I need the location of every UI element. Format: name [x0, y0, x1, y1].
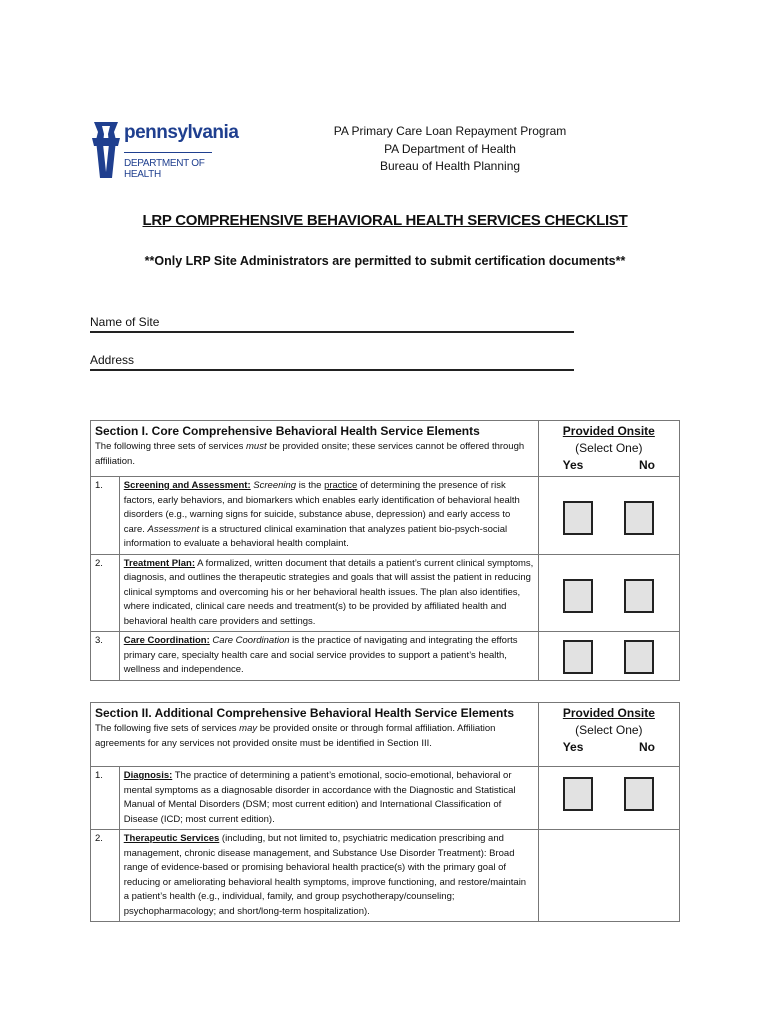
row-number: 1.: [91, 767, 120, 830]
section-2-row-2: [91, 830, 680, 922]
item-description: [119, 632, 538, 681]
item-text: is a structured clinical examination that analyzes patient bio-psych-social information to evaluate a behavioral health complaint.: [123, 523, 508, 549]
section-1-row-3: [91, 632, 680, 681]
program-name: PA Primary Care Loan Repayment Program: [333, 124, 567, 138]
no-label: No: [639, 740, 655, 754]
address-label: Address: [90, 353, 135, 367]
keystone-logo-icon: [90, 120, 122, 180]
checkbox-cell: [538, 632, 679, 681]
checkbox-cell: [538, 477, 679, 555]
item-text: Screening: [253, 480, 297, 491]
item-text: practice: [324, 480, 358, 491]
checkbox-cell: [538, 554, 679, 632]
item-description: [119, 830, 538, 922]
item-heading: Diagnosis:: [123, 770, 173, 781]
section-1-header: [91, 421, 539, 477]
logo-divider: [124, 152, 212, 153]
diagnosis-no-checkbox[interactable]: [624, 777, 654, 811]
care-coordination-no-checkbox[interactable]: [624, 640, 654, 674]
item-description: [119, 767, 538, 830]
item-heading: Treatment Plan:: [123, 557, 196, 569]
item-text: is the: [296, 480, 325, 491]
row-number: 3.: [91, 632, 120, 681]
item-text: Care Coordination: [212, 635, 290, 646]
section-2-header: [91, 703, 539, 767]
screening-yes-checkbox[interactable]: [563, 501, 593, 535]
item-text: is the practice of navigating and integrating the efforts primary care, specialty health care and social service provides to support a patient’s health, wellness and independence.: [123, 635, 518, 675]
item-heading: Care Coordination:: [123, 635, 210, 646]
item-text: The practice of determining a patient’s emotional, socio-emotional, behavioral or mental symptoms as a diagnosable disorder in accordance with the Diagnostic and Statistical Manual of Mental Disorders (DSM; most current edition) and International Classification of Disease (ICD; most current edition).: [123, 770, 516, 825]
select-one-label: (Select One): [575, 441, 643, 455]
section-1-table: [90, 420, 680, 681]
item-description: [119, 477, 538, 555]
checkbox-cell: [538, 830, 679, 922]
logo-wordmark: pennsylvania: [124, 122, 239, 143]
yes-label: Yes: [562, 740, 584, 754]
item-text: A formalized, written document that details a patient’s current clinical symptoms, diagnosis, and outlines the therapeutic strategies and goals that will assist the patient in reducing clinical symptoms and overcoming his or her behavioral health issues. The plan also identifies, where indicated, clinical care needs and treatment(s) to be provided by affiliated health and behavioral health care providers and settings.: [123, 557, 534, 627]
section-2-description: The following five sets of services may be provided onsite or through formal affiliation. Affiliation agreements for any services not provided onsite must be identified in Section III.: [95, 723, 496, 749]
provided-onsite-label: Provided Onsite: [562, 424, 655, 438]
department-name: PA Department of Health: [384, 142, 516, 156]
bureau-name: Bureau of Health Planning: [379, 159, 521, 173]
address-field[interactable]: [90, 369, 574, 371]
section-1-description: The following three sets of services must be provided onsite; these services cannot be offered through affiliation.: [95, 441, 525, 467]
item-text: (including, but not limited to, psychiatric medication prescribing and management, chronic disease management, and Substance Use Disorder Treatment): Broad range of evidence-based or promising behavioral health practice(s) with the primary goal of reducing or ameliorating behavioral health symptoms, improve functioning, and restore/maintain a patient’s health (e.g., individual, family, and group psychotherapy/counseling; psychopharmacology; and short/long-term hospitalization).: [123, 833, 527, 917]
item-text: Assessment: [147, 523, 200, 535]
provided-onsite-label: Provided Onsite: [562, 706, 655, 720]
section-1-title: Section I. Core Comprehensive Behavioral Health Service Elements: [95, 424, 480, 438]
row-number: 2.: [91, 830, 120, 922]
yes-label: Yes: [562, 458, 584, 472]
section-2-table: [90, 702, 680, 922]
document-title: LRP COMPREHENSIVE BEHAVIORAL HEALTH SERVICES CHECKLIST: [142, 212, 628, 229]
item-heading: Screening and Assessment:: [123, 480, 251, 491]
diagnosis-yes-checkbox[interactable]: [563, 777, 593, 811]
row-number: 2.: [91, 554, 120, 632]
screening-no-checkbox[interactable]: [624, 501, 654, 535]
section-2-row-1: [91, 767, 680, 830]
section-2-provided-header: [538, 703, 679, 767]
no-label: No: [639, 458, 655, 472]
section-2-title: Section II. Additional Comprehensive Behavioral Health Service Elements: [95, 706, 515, 720]
logo-department: DEPARTMENT OF HEALTH: [124, 158, 205, 180]
treatment-plan-yes-checkbox[interactable]: [563, 579, 593, 613]
treatment-plan-no-checkbox[interactable]: [624, 579, 654, 613]
admin-notice: **Only LRP Site Administrators are permitted to submit certification documents**: [144, 254, 626, 268]
item-text: of determining the presence of risk factors, early behaviors, and biomarkers which enables early identification of behavioral health disorders (e.g., warning signs for suicide, substance abuse, depression) and early access to care.: [123, 480, 520, 535]
item-description: [119, 554, 538, 632]
checkbox-cell: [538, 767, 679, 830]
site-name-field[interactable]: [90, 331, 574, 333]
row-number: 1.: [91, 477, 120, 555]
item-heading: Therapeutic Services: [123, 833, 220, 844]
site-name-label: Name of Site: [90, 315, 160, 329]
section-1-row-1: [91, 477, 680, 555]
care-coordination-yes-checkbox[interactable]: [563, 640, 593, 674]
select-one-label: (Select One): [575, 723, 643, 737]
section-1-row-2: [91, 554, 680, 632]
section-1-provided-header: [538, 421, 679, 477]
pa-health-logo: [90, 120, 239, 180]
